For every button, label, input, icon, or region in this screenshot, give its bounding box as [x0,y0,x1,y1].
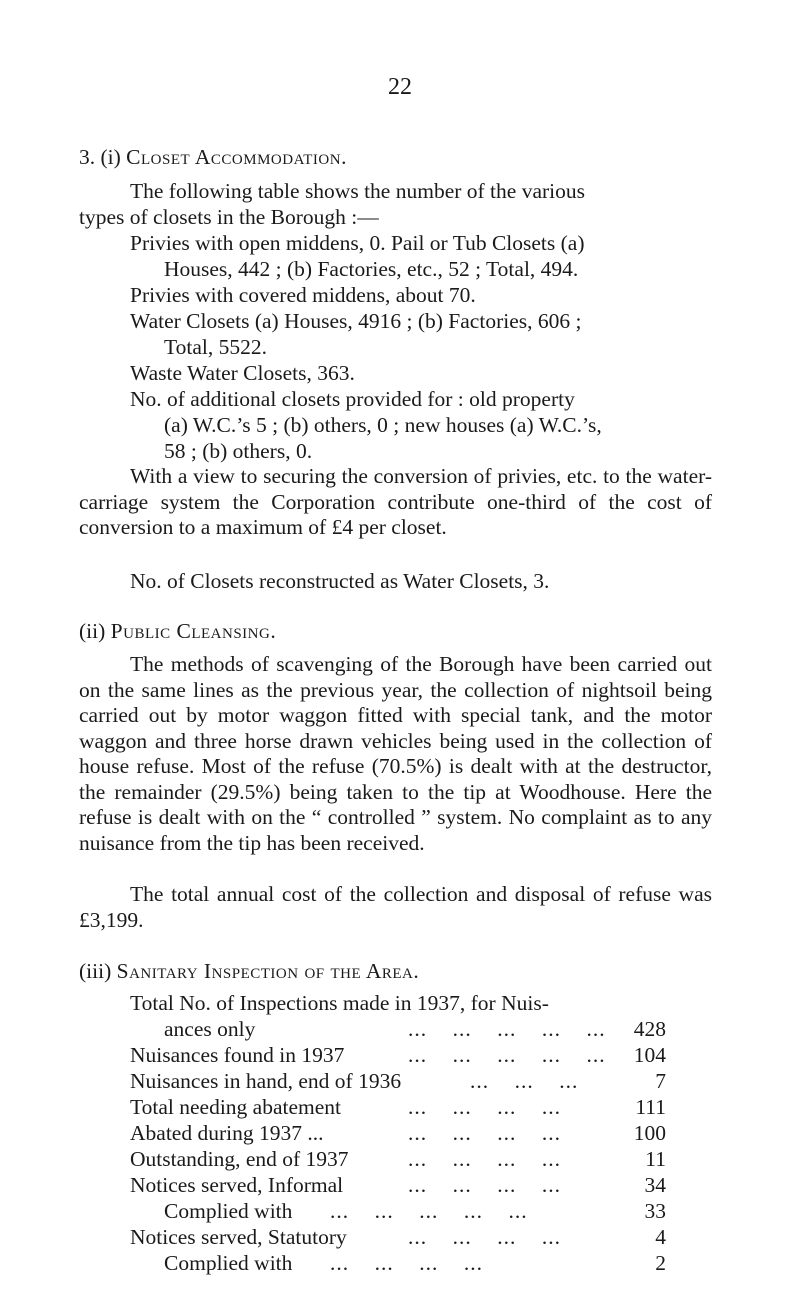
closet-line: Privies with covered middens, about 70. [130,283,476,307]
row-label: ances only [164,1017,256,1041]
conversion-paragraph: With a view to securing the conversion of privies, etc. to the water-carriage system the Corporation contribute one-third of the cost of conversion to a maximum of £4 per closet. [79,464,712,539]
table-row [130,1224,666,1250]
leader-dots: ... ... ... ... ... [408,1043,606,1067]
row-value: 2 [655,1251,666,1275]
row-label: Notices served, Statutory [130,1225,347,1249]
row-value: 7 [655,1069,666,1093]
row-label: Notices served, Informal [130,1173,344,1197]
page-number: 22 [388,74,412,100]
row-label: Abated during 1937 ... [130,1121,324,1145]
table-row [130,1250,666,1276]
closet-line: Houses, 442 ; (b) Factories, etc., 52 ; Total, 494. [164,257,579,281]
table-row [130,1172,666,1198]
leader-dots: ... ... ... ... [330,1251,483,1275]
closet-line: Total, 5522. [164,335,267,359]
section-heading-closet [79,144,347,170]
table-row [130,1120,666,1146]
section-number: 3. (i) [79,145,121,169]
leader-dots: ... ... ... ... [408,1147,561,1171]
section-number: (ii) [79,619,106,643]
cost-paragraph: The total annual cost of the collection and disposal of refuse was £3,199. [79,882,712,932]
row-value: 104 [633,1043,666,1067]
row-label: Total needing abatement [130,1095,342,1119]
table-row [130,1068,666,1094]
table-row [130,1198,666,1224]
closet-line: Privies with open middens, 0. Pail or Tub Closets (a) [130,231,585,255]
leader-dots: ... ... ... ... ... [408,1017,606,1041]
row-value: 100 [633,1121,666,1145]
section-number: (iii) [79,959,112,983]
row-value: 4 [655,1225,666,1249]
cleansing-paragraph: The methods of scavenging of the Borough have been carried out on the same lines as the previous year, the collection of nightsoil being carried out by motor waggon fitted with special tank, and the motor waggon and three horse drawn vehicles being used in the collection of house refuse. Most of the refuse (70.5%) is dealt with at the destructor, the remainder (29.5%) being taken to the tip at Woodhouse. Here the refuse is dealt with on the “ controlled ” system. No complaint as to any nuisance from the tip has been received. [79,652,712,855]
section-heading-cleansing [79,618,276,644]
closet-line: 58 ; (b) others, 0. [164,439,313,463]
row-label: Outstanding, end of 1937 [130,1147,349,1171]
inspections-line: Total No. of Inspections made in 1937, for Nuis- [130,991,549,1015]
row-value: 111 [635,1095,666,1119]
leader-dots: ... ... ... [470,1069,579,1093]
closet-line: No. of additional closets provided for : old property [130,387,575,411]
table-row [130,1016,666,1042]
leader-dots: ... ... ... ... ... [330,1199,528,1223]
table-row [130,1146,666,1172]
row-label: Complied with [164,1251,293,1275]
leader-dots: ... ... ... ... [408,1121,561,1145]
closet-line: Waste Water Closets, 363. [130,361,355,385]
row-value: 428 [633,1017,666,1041]
leader-dots: ... ... ... ... [408,1225,561,1249]
row-label: Nuisances in hand, end of 1936 [130,1069,402,1093]
section-title: Sanitary Inspection of the Area. [116,959,420,983]
reconstructed-line: No. of Closets reconstructed as Water Closets, 3. [130,569,550,593]
leader-dots: ... ... ... ... [408,1173,561,1197]
row-value: 34 [644,1173,666,1197]
table-row [130,1094,666,1120]
section-heading-inspection [79,958,419,984]
section-title: Public Cleansing. [110,619,277,643]
table-row [130,1042,666,1068]
closet-line: (a) W.C.’s 5 ; (b) others, 0 ; new houses (a) W.C.’s, [164,413,602,437]
section-title: Closet Accommodation. [126,145,347,169]
row-label: Complied with [164,1199,293,1223]
row-value: 33 [644,1199,666,1223]
intro-line-2: types of closets in the Borough :— [79,205,379,229]
row-label: Nuisances found in 1937 [130,1043,345,1067]
leader-dots: ... ... ... ... [408,1095,561,1119]
intro-line: The following table shows the number of the various [130,179,585,203]
closet-line: Water Closets (a) Houses, 4916 ; (b) Factories, 606 ; [130,309,582,333]
row-value: 11 [645,1147,666,1171]
